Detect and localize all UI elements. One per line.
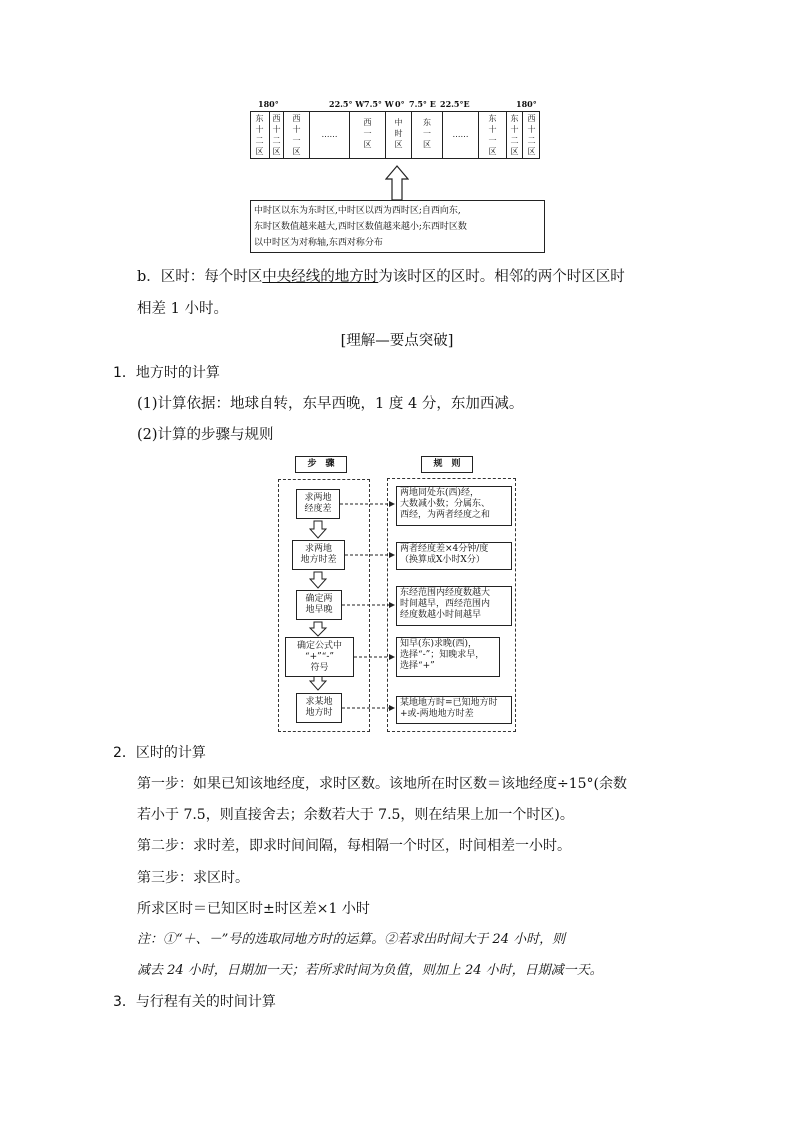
timezone-cell: [310, 111, 350, 159]
label-180-right: 180°: [516, 99, 537, 109]
timezone-cell: [443, 111, 479, 159]
rule-2: 两者经度差×4分钟/度 （换算成X小时X分）: [396, 542, 512, 570]
note-line: 中时区以东为东时区,中时区以西为西时区;自西向东,: [254, 206, 461, 216]
timezone-cell-label: 东 十 二 区: [255, 114, 264, 156]
section-title: [理解—要点突破]: [340, 333, 454, 349]
timezone-cell: [270, 111, 284, 159]
para-b-line1: [137, 267, 625, 287]
timezone-cell: [507, 111, 523, 159]
timezone-cell: [350, 111, 386, 159]
item2-step1a: 第一步：如果已知该地经度，求时区数。该地所在时区数＝该地经度÷15°(余数: [137, 776, 628, 792]
para-b-suffix: 为该时区的区时。相邻的两个时区区时: [378, 269, 625, 285]
note-line: 东时区数值越来越大,西时区数值越来越小;东西时区数: [254, 222, 467, 232]
step-5: 求某地 地方时: [296, 693, 342, 723]
timezone-cell: [523, 111, 540, 159]
item2-note2: 减去 24 小时，日期加一天；若所求时间为负值，则加上 24 小时，日期减一天。: [137, 963, 603, 978]
item2-step2: 第二步：求时差，即求时间间隔，每相隔一个时区，时间相差一小时。: [137, 838, 571, 854]
item2-step1b: 若小于 7.5，则直接舍去；余数若大于 7.5，则在结果上加一个时区)。: [137, 807, 574, 823]
rule-1: 两地同处东(西)经， 大数减小数；分属东、 西经，为两者经度之和: [396, 486, 512, 526]
item1-p2: (2)计算的步骤与规则: [137, 427, 274, 443]
timezone-cell-label: 西 十 二 区: [527, 114, 536, 156]
rule-4: 知早(东)求晚(西)， 选择“-”；知晚求早， 选择“+”: [396, 637, 500, 677]
step-1: 求两地 经度差: [296, 489, 340, 519]
item2-step3: 第三步：求区时。: [137, 870, 249, 886]
timezone-cell-label: 西 十 二 区: [272, 114, 281, 156]
timezone-cell-label: 东 一 区: [423, 118, 431, 149]
para-b-line2: 相差 1 小时。: [137, 301, 228, 317]
rule-3: 东经范围内经度数越大 时间越早，西经范围内 经度数越小时间越早: [396, 586, 512, 626]
up-arrow-icon: [385, 165, 409, 201]
step-2: 求两地 地方时差: [292, 540, 345, 570]
timezone-cell-label: 西 十 一 区: [292, 114, 301, 156]
para-b-prefix: b．区时：每个时区: [137, 269, 263, 285]
label-22-5-e: 22.5°E: [440, 99, 470, 109]
label-0: 0°: [395, 99, 405, 109]
item1-title: 1．地方时的计算: [113, 365, 220, 381]
timezone-cell-label: ……: [321, 130, 338, 139]
label-7-5-e: 7.5° E: [409, 99, 436, 109]
item2-note1: 注：①“＋、－”号的选取同地方时的运算。②若求出时间大于 24 小时，则: [137, 932, 566, 947]
timezone-cell: [412, 111, 443, 159]
item2-formula: 所求区时＝已知区时±时区差×1 小时: [137, 901, 370, 917]
timezone-cell-label: 西 一 区: [363, 118, 372, 149]
label-180-left: 180°: [258, 99, 279, 109]
label-22-5-w: 22.5° W: [329, 99, 365, 109]
steps-header: 步 骤: [295, 456, 347, 473]
step-3: 确定两 地早晚: [296, 590, 342, 620]
timezone-cell: [386, 111, 412, 159]
rules-header: 规 则: [421, 456, 473, 473]
label-7-5-w: 7.5° W: [364, 99, 394, 109]
timezone-cell: [479, 111, 507, 159]
rule-5: 某地地方时=已知地方时 +或-两地地方时差: [396, 696, 512, 724]
item2-title: 2．区时的计算: [113, 745, 206, 761]
note-line: 以中时区为对称轴,东西对称分布: [254, 238, 383, 248]
step-4: 确定公式中 “+”“-” 符号: [285, 637, 354, 677]
timezone-cell-label: 东 十 一 区: [488, 114, 497, 156]
item1-p1: (1)计算依据：地球自转，东早西晚，1 度 4 分，东加西减。: [137, 396, 524, 412]
timezone-cell: [284, 111, 310, 159]
timezone-cell-label: 东 十 二 区: [510, 114, 519, 156]
timezone-cell-label: ……: [452, 130, 469, 139]
para-b-underlined: 中央经线的地方时: [262, 269, 379, 285]
item3-title: 3．与行程有关的时间计算: [113, 994, 276, 1010]
timezone-cell-label: 中 时 区: [394, 118, 403, 149]
timezone-cell: [250, 111, 270, 159]
timezone-note: [250, 200, 545, 253]
